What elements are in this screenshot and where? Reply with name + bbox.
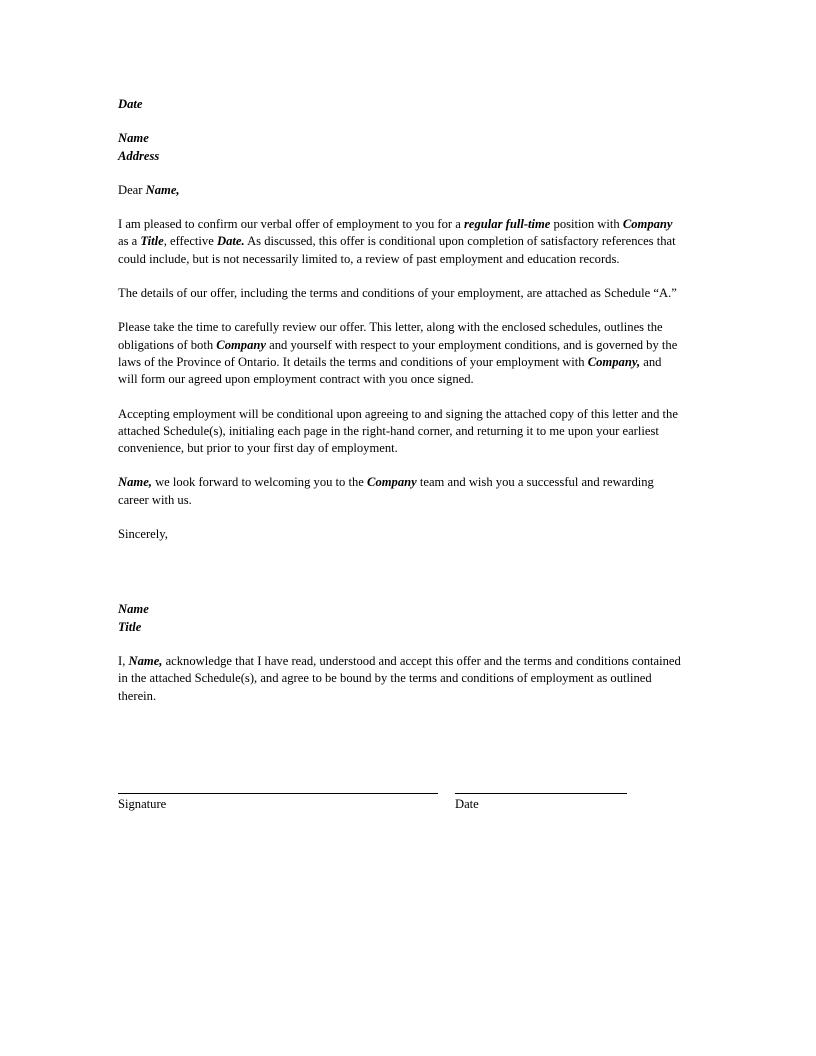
- signature-block: [118, 793, 682, 823]
- paragraph-offer-confirmation: [118, 216, 682, 268]
- date-rule[interactable]: [455, 793, 627, 794]
- sender-name-placeholder: Name: [118, 602, 149, 617]
- p1-text-5: As discussed, this offer is conditional upon completion of satisfactory references that could include, but is not necessarily limited to, a review of past employment and education records.: [118, 234, 676, 266]
- paragraph-review-obligations: [118, 319, 682, 388]
- spacer: [118, 165, 682, 182]
- closing-salutation-text: Sincerely,: [118, 527, 168, 542]
- spacer: [118, 457, 682, 474]
- spacer: [118, 389, 682, 406]
- p3-text-1: Please take the time to carefully review our offer. This letter, along with the enclosed schedules, outlines the obligations of both: [118, 320, 663, 352]
- salutation-name-placeholder: Name,: [145, 182, 180, 197]
- paragraph-schedule-reference: [118, 285, 682, 302]
- date-placeholder-line: [118, 96, 682, 113]
- p2-text: The details of our offer, including the terms and conditions of your employment, are attached as Schedule “A.”: [118, 286, 677, 301]
- paragraph-welcome: [118, 474, 682, 509]
- p1-emphasis-title: Title: [140, 234, 164, 249]
- p4-text: Accepting employment will be conditional upon agreeing to and signing the attached copy of this letter and the attached Schedule(s), initialing each page in the right-hand corner, and returning it to me upon your earliest convenience, but prior to your first day of employment.: [118, 406, 678, 456]
- salutation: [118, 182, 682, 199]
- signature-row: [118, 793, 682, 823]
- sender-name-line: [118, 601, 682, 618]
- signature-space: [118, 543, 682, 601]
- closing-salutation: [118, 526, 682, 543]
- p3-text-2: and yourself with respect to your employment conditions, and is governed by the laws of the Province of Ontario. It details the terms and conditions of your employment with: [118, 337, 678, 369]
- letter-body: [118, 96, 682, 705]
- p3-emphasis-company-1: Company: [216, 337, 266, 352]
- p1-emphasis-employment-type: regular full-time: [463, 217, 551, 232]
- sender-title-placeholder: Title: [118, 619, 142, 634]
- ack-text-1: I,: [118, 653, 129, 668]
- date-placeholder: Date: [118, 97, 143, 111]
- sender-title-line: [118, 619, 682, 636]
- salutation-greeting: Dear: [118, 182, 143, 197]
- p5-emphasis-company: Company: [367, 475, 417, 490]
- p1-text-4: , effective: [163, 234, 217, 249]
- spacer: [118, 302, 682, 319]
- spacer: [118, 113, 682, 130]
- p5-text-2: team and wish you a successful and rewarding career with us.: [118, 475, 654, 507]
- p5-text-1: we look forward to welcoming you to the: [151, 475, 368, 490]
- paragraph-acknowledgement: [118, 653, 682, 705]
- p1-emphasis-company: Company: [622, 217, 673, 232]
- p1-text-3: as a: [118, 234, 141, 249]
- ack-emphasis-name: Name,: [128, 653, 163, 668]
- spacer: [118, 199, 682, 216]
- recipient-address-line: [118, 148, 682, 165]
- spacer: [118, 509, 682, 526]
- spacer: [118, 268, 682, 285]
- signature-rule[interactable]: [118, 793, 438, 794]
- p3-emphasis-company-2: Company,: [587, 354, 641, 369]
- spacer: [118, 636, 682, 653]
- recipient-address-placeholder: Address: [118, 148, 160, 163]
- date-label: Date: [455, 797, 479, 811]
- recipient-name-placeholder: Name: [118, 131, 149, 146]
- p1-text-1: I am pleased to confirm our verbal offer of employment to you for a: [118, 217, 464, 232]
- paragraph-acceptance-instructions: [118, 406, 682, 458]
- p5-emphasis-name: Name,: [118, 475, 152, 490]
- ack-text-2: acknowledge that I have read, understood and accept this offer and the terms and conditions contained in the attached Schedule(s), and agree to be bound by the terms and conditions of employment as outlined therein.: [118, 653, 681, 703]
- p1-text-2: position with: [550, 217, 623, 232]
- signature-label: Signature: [118, 797, 167, 811]
- p1-emphasis-date: Date.: [216, 234, 245, 249]
- p3-text-3: and will form our agreed upon employment contract with you once signed.: [118, 354, 662, 387]
- recipient-name-line: [118, 130, 682, 147]
